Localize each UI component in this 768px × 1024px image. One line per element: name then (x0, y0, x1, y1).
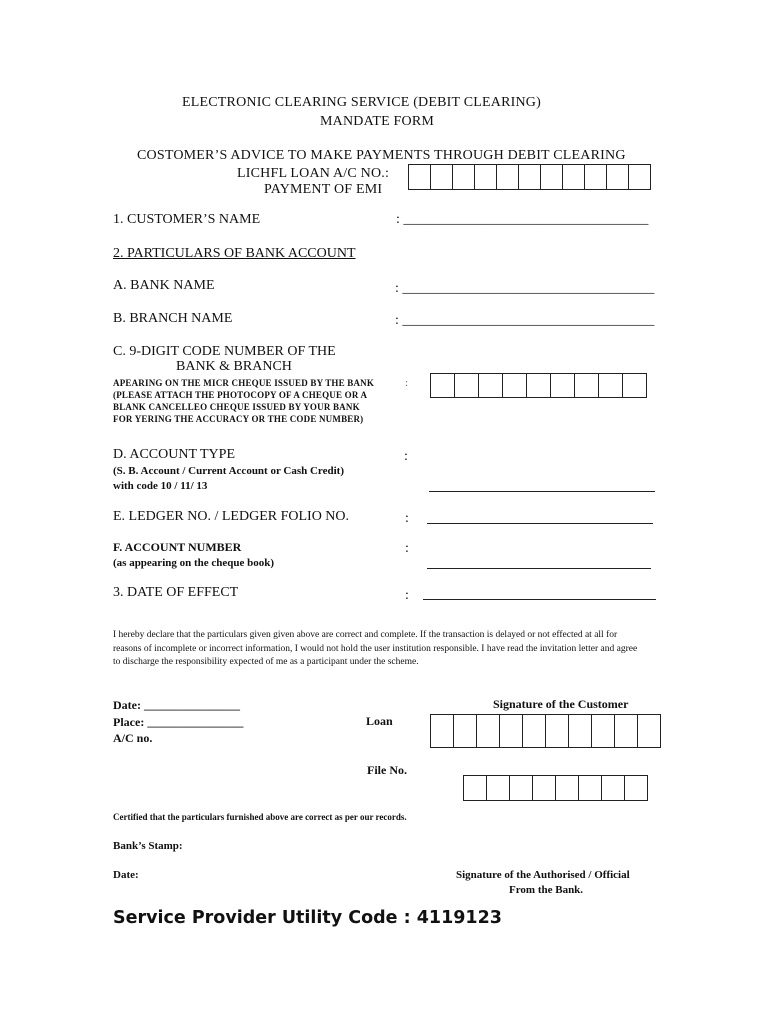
authorised-signature-line2: From the Bank. (509, 884, 584, 896)
bank-name-label: A. BANK NAME (113, 278, 215, 293)
digit-box[interactable] (629, 165, 650, 189)
form-subtitle: MANDATE FORM (320, 114, 435, 129)
account-type-note-1: (S. B. Account / Current Account or Cash Credit) (113, 465, 344, 477)
digit-box[interactable] (607, 165, 629, 189)
loan-ac-number-boxes[interactable] (408, 164, 651, 190)
digit-box[interactable] (431, 165, 453, 189)
account-number-field[interactable] (427, 568, 651, 569)
digit-box[interactable] (454, 715, 477, 747)
utility-code: Service Provider Utility Code : 4119123 (113, 908, 502, 928)
digit-box[interactable] (579, 776, 602, 800)
loan-ac-label: LICHFL LOAN A/C NO.: (237, 166, 390, 181)
digit-box[interactable] (546, 715, 569, 747)
branch-name-label: B. BRANCH NAME (113, 311, 233, 326)
file-number-boxes[interactable] (463, 775, 648, 801)
digit-box[interactable] (455, 374, 479, 397)
date-of-effect-label: 3. DATE OF EFFECT (113, 585, 239, 600)
ledger-label: E. LEDGER NO. / LEDGER FOLIO NO. (113, 509, 350, 524)
form-title: ELECTRONIC CLEARING SERVICE (DEBIT CLEARING) (182, 95, 541, 110)
digit-box[interactable] (477, 715, 500, 747)
digit-box[interactable] (431, 715, 454, 747)
account-type-note-2: with code 10 / 11/ 13 (113, 480, 208, 492)
loan-number-boxes[interactable] (430, 714, 661, 748)
customer-name-label: 1. CUSTOMER’S NAME (113, 212, 261, 227)
code-note-3: BLANK CANCELLEO CHEQUE ISSUED BY YOUR BANK (113, 402, 360, 412)
digit-box[interactable] (638, 715, 660, 747)
digit-box[interactable] (556, 776, 579, 800)
bank-date-label: Date: (113, 869, 139, 881)
digit-box[interactable] (575, 374, 599, 397)
digit-box[interactable] (500, 715, 523, 747)
date-of-effect-field[interactable] (423, 599, 656, 600)
digit-box[interactable] (453, 165, 475, 189)
digit-box[interactable] (464, 776, 487, 800)
micr-code-boxes[interactable] (430, 373, 647, 398)
account-type-colon: : (404, 449, 408, 464)
authorised-signature-line1: Signature of the Authorised / Official (456, 869, 630, 881)
date-of-effect-colon: : (405, 588, 409, 603)
digit-box[interactable] (615, 715, 638, 747)
digit-box[interactable] (623, 374, 646, 397)
declaration-text: I hereby declare that the particulars given given above are correct and complete. If the transaction is delayed or not effected at all for reasons of incomplete or incorrect information, I would not hold the user institution responsible. I have read the invitation letter and agree to discharge the responsibility expected of me as a participant under the scheme. (113, 630, 638, 667)
ledger-field[interactable] (427, 523, 653, 524)
digit-box[interactable] (602, 776, 625, 800)
customer-name-field[interactable]: : ___________________________________ (396, 212, 649, 227)
code-label-line2: BANK & BRANCH (176, 359, 292, 374)
digit-box[interactable] (625, 776, 647, 800)
digit-box[interactable] (409, 165, 431, 189)
place-field[interactable]: Place: ________________ (113, 715, 244, 729)
digit-box[interactable] (503, 374, 527, 397)
account-type-label: D. ACCOUNT TYPE (113, 447, 236, 462)
digit-box[interactable] (599, 374, 623, 397)
code-note-4: FOR YERING THE ACCURACY OR THE CODE NUMBER) (113, 414, 364, 424)
code-label-line1: C. 9-DIGIT CODE NUMBER OF THE (113, 344, 336, 359)
digit-box[interactable] (431, 374, 455, 397)
digit-box[interactable] (563, 165, 585, 189)
loan-label: Loan (366, 714, 393, 728)
digit-box[interactable] (527, 374, 551, 397)
bank-name-field[interactable]: : ____________________________________ (395, 281, 655, 296)
payment-label: PAYMENT OF EMI (264, 182, 383, 197)
code-note-1: APEARING ON THE MICR CHEQUE ISSUED BY THE BANK (113, 378, 375, 388)
digit-box[interactable] (541, 165, 563, 189)
file-no-label: File No. (367, 763, 407, 777)
digit-box[interactable] (479, 374, 503, 397)
digit-box[interactable] (592, 715, 615, 747)
digit-box[interactable] (519, 165, 541, 189)
digit-box[interactable] (551, 374, 575, 397)
particulars-heading: 2. PARTICULARS OF BANK ACCOUNT (113, 246, 356, 261)
digit-box[interactable] (475, 165, 497, 189)
branch-name-field[interactable]: : ____________________________________ (395, 313, 655, 328)
account-number-colon: : (405, 541, 409, 556)
code-colon: : (405, 377, 409, 389)
account-type-field[interactable] (429, 491, 655, 492)
date-field[interactable]: Date: ________________ (113, 698, 240, 712)
digit-box[interactable] (510, 776, 533, 800)
code-note-2: (PLEASE ATTACH THE PHOTOCOPY OF A CHEQUE OR A (113, 390, 368, 400)
digit-box[interactable] (497, 165, 519, 189)
certification-text: Certified that the particulars furnished above are correct as per our records. (113, 812, 407, 822)
digit-box[interactable] (569, 715, 592, 747)
advice-heading: COSTOMER’S ADVICE TO MAKE PAYMENTS THROUGH DEBIT CLEARING (137, 148, 626, 163)
account-number-note: (as appearing on the cheque book) (113, 557, 275, 569)
digit-box[interactable] (487, 776, 510, 800)
bank-stamp-label: Bank’s Stamp: (113, 840, 183, 852)
customer-signature-label: Signature of the Customer (493, 697, 629, 711)
digit-box[interactable] (585, 165, 607, 189)
digit-box[interactable] (523, 715, 546, 747)
ac-no-label: A/C no. (113, 731, 153, 745)
ledger-colon: : (405, 511, 409, 526)
digit-box[interactable] (533, 776, 556, 800)
account-number-label: F. ACCOUNT NUMBER (113, 540, 242, 554)
